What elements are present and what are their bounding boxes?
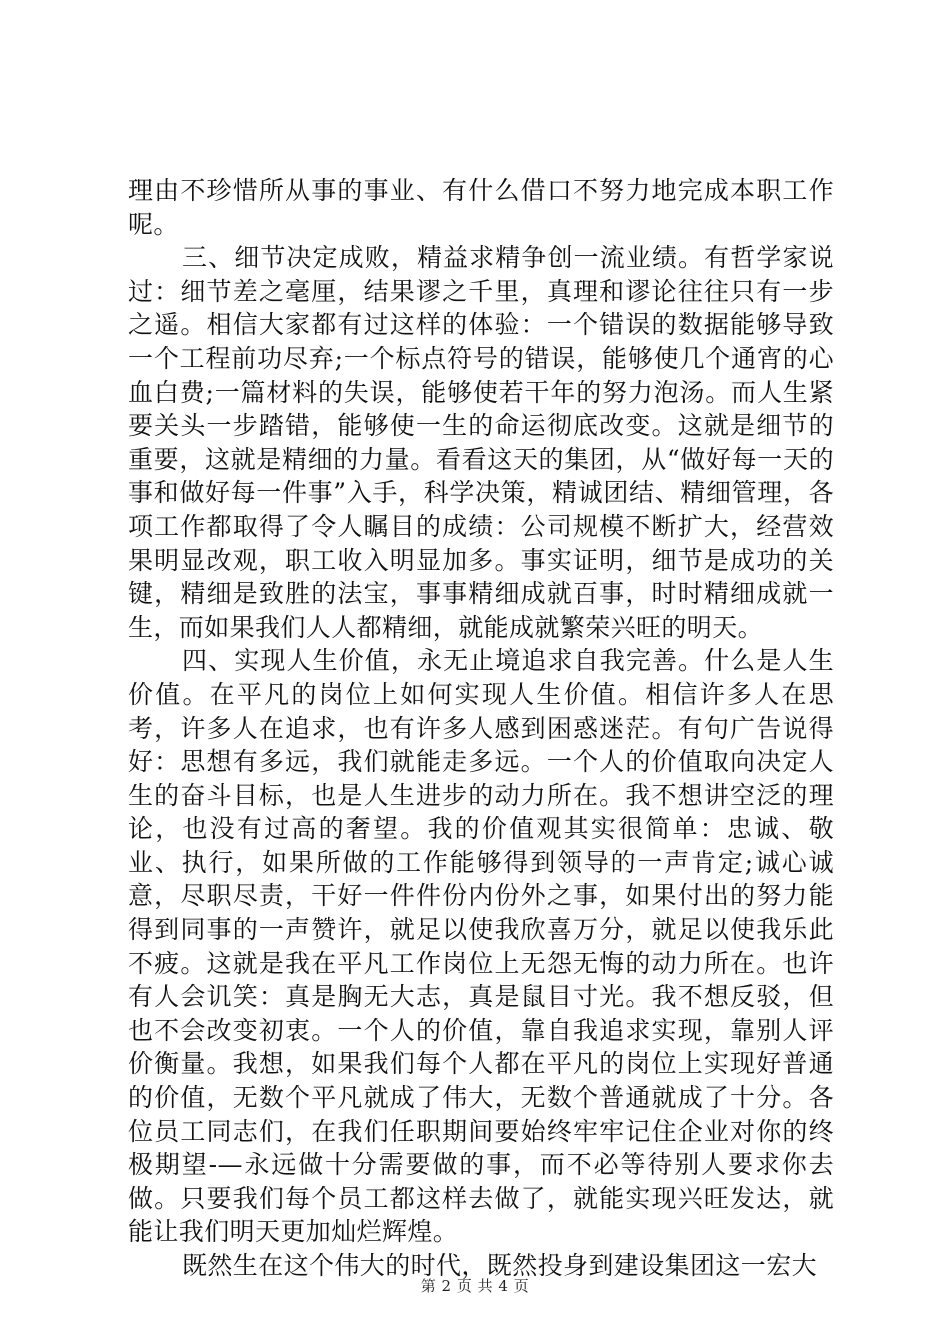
paragraph-closing: 既然生在这个伟大的时代，既然投身到建设集团这一宏大: [182, 1251, 818, 1280]
paragraph-continuation: 理由不珍惜所从事的事业、有什么借口不努力地完成本职工作呢。: [128, 176, 834, 239]
paragraph-section-three: 三、细节决定成败，精益求精争创一流业绩。有哲学家说过：细节差之毫厘，结果谬之千里，真理和谬论往往只有一步之遥。相信大家都有过这样的体验：一个错误的数据能够导致一个工程前功尽弃;一个标点符号的错误，能够使几个通宵的心血白费;一篇材料的失误，能够使若干年的努力泡汤。而人生紧要关头一步踏错，能够使一生的命运彻底改变。这就是细节的重要，这就是精细的力量。看看这天的集团，从“做好每一天的事和做好每一件事”入手，科学决策，精诚团结、精细管理，各项工作都取得了令人瞩目的成绩：公司规模不断扩大，经营效果明显改观，职工收入明显加多。事实证明，细节是成功的关键，精细是致胜的法宝，事事精细成就百事，时时精细成就一生，而如果我们人人都精细，就能成就繁荣兴旺的明天。: [128, 243, 834, 642]
document-body: [128, 174, 834, 1283]
page-number-footer: 第 2 页 共 4 页: [420, 1277, 530, 1295]
paragraph-section-four: 四、实现人生价值，永无止境追求自我完善。什么是人生价值。在平凡的岗位上如何实现人生价值。相信许多人在思考，许多人在追求，也有许多人感到困惑迷茫。有句广告说得好：思想有多远，我们就能走多远。一个人的价值取向决定人生的奋斗目标，也是人生进步的动力所在。我不想讲空泛的理论，也没有过高的奢望。我的价值观其实很简单：忠诚、敬业、执行，如果所做的工作能够得到领导的一声肯定;诚心诚意，尽职尽责，干好一件件份内份外之事，如果付出的努力能得到同事的一声赞许，就足以使我欣喜万分，就足以使我乐此不疲。这就是我在平凡工作岗位上无怨无悔的动力所在。也许有人会讥笑：真是胸无大志，真是鼠目寸光。我不想反驳，但也不会改变初衷。一个人的价值，靠自我追求实现，靠别人评价衡量。我想，如果我们每个人都在平凡的岗位上实现好普通的价值，无数个平凡就成了伟大，无数个普通就成了十分。各位员工同志们，在我们任职期间要始终牢牢记住企业对你的终极期望-—永远做十分需要做的事，而不必等待别人要求你去做。只要我们每个员工都这样去做了，就能实现兴旺发达，就能让我们明天更加灿烂辉煌。: [128, 646, 834, 1247]
